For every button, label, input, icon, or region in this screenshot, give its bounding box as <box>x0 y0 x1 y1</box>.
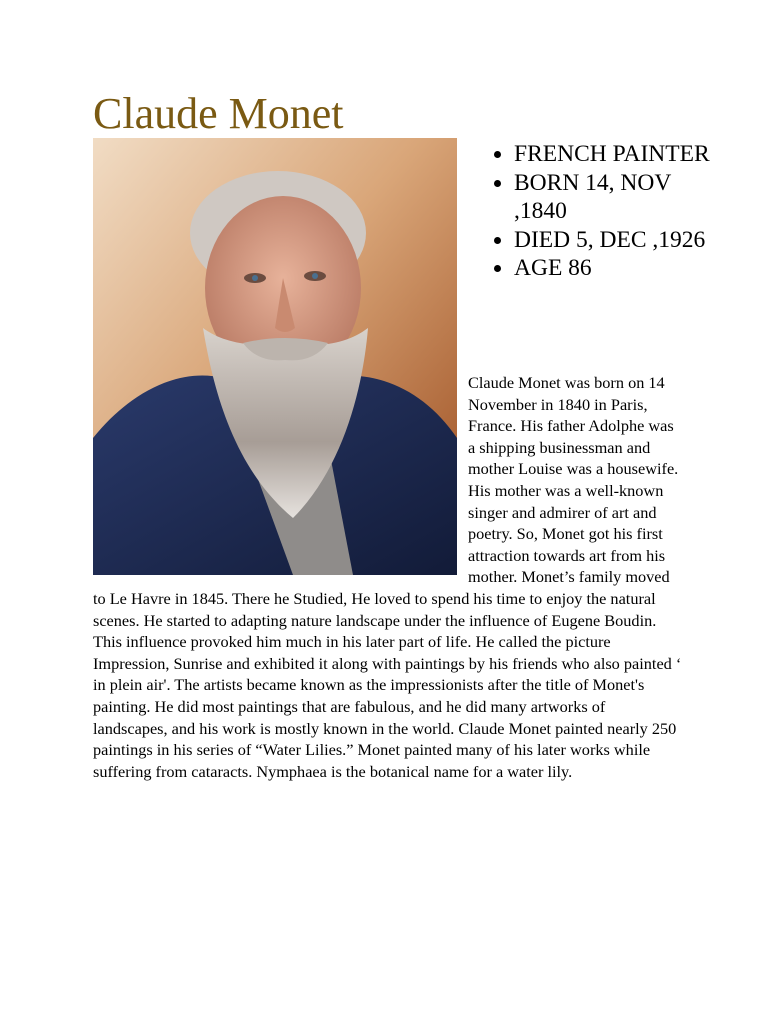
biography-block <box>0 372 768 782</box>
facts-list <box>490 140 714 283</box>
fact-born: • BORN 14, NOV ,1840 <box>514 169 714 226</box>
biography-text: Claude Monet was born on 14 November in 1840 in Paris, France. His father Adolphe was a shipping businessman and mother Louise was a housewife. His mother was a well-known singer and admirer of art and poetry. So, Monet got his first attraction towards art from his mother. Monet’s family moved to Le Havre in 1845. There he Studied, He loved to spend his time to enjoy the natural scenes. He started to adapting nature landscape under the influence of Eugene Boudin. This influence provoked him much in his later part of life. He called the picture Impression, Sunrise and exhibited it along with paintings by his friends who also painted ‘ in plein air'. The artists became known as the impressionists after the title of Monet's painting. He did most paintings that are fabulous, and he did many artworks of landscapes, and his work is mostly known in the world. Claude Monet painted nearly 250 paintings in his series of “Water Lilies.” Monet painted many of his later works while suffering from cataracts. Nymphaea is the botanical name for a water lily. <box>93 373 682 781</box>
image-wrap-spacer <box>0 372 468 574</box>
fact-nationality: • FRENCH PAINTER <box>514 140 714 169</box>
fact-died: • DIED 5, DEC ,1926 <box>514 226 714 255</box>
page-title: Claude Monet <box>93 89 344 138</box>
fact-age: • AGE 86 <box>514 254 714 283</box>
